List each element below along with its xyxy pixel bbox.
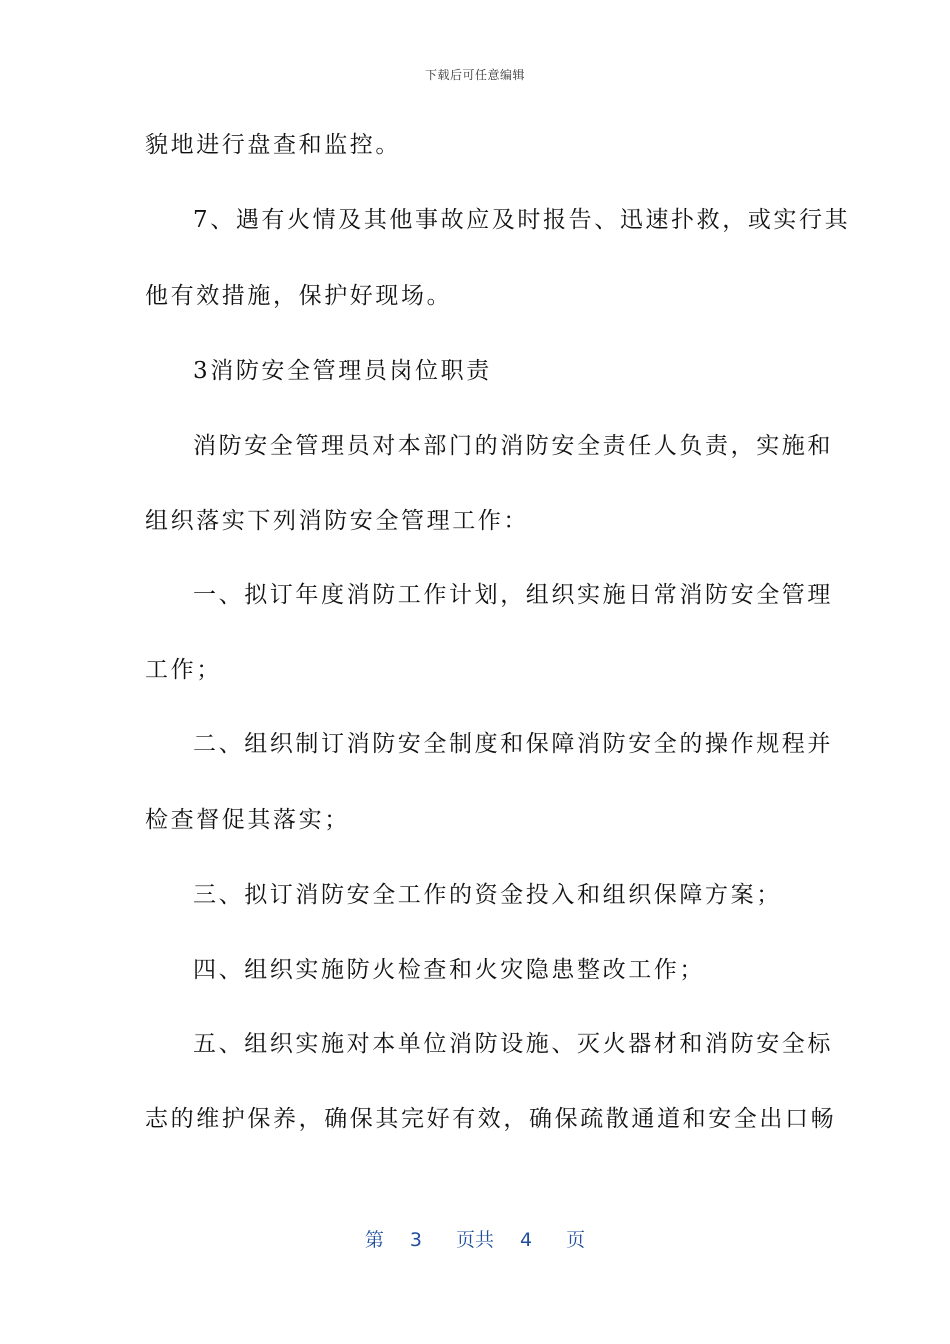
paragraph-line: 貌地进行盘查和监控。: [145, 132, 401, 158]
list-item-line: 志的维护保养，确保其完好有效，确保疏散通道和安全出口畅: [145, 1106, 837, 1132]
footer-total-pages: 4: [520, 1229, 533, 1251]
paragraph-line: 7、遇有火情及其他事故应及时报告、迅速扑救，或实行其: [193, 207, 851, 233]
page-header-note: 下载后可任意编辑: [424, 68, 525, 82]
footer-of-total-word: 页共: [455, 1229, 494, 1251]
list-item-line: 二、组织制订消防安全制度和保障消防安全的操作规程并: [193, 731, 833, 757]
footer-page-suffix: 页: [566, 1229, 586, 1251]
list-item-line: 一、拟订年度消防工作计划，组织实施日常消防安全管理: [193, 582, 833, 608]
footer-page-word: 第: [364, 1229, 384, 1251]
section-heading: 3消防安全管理员岗位职责: [193, 358, 492, 384]
list-item-line: 四、组织实施防火检查和火灾隐患整改工作；: [193, 957, 705, 983]
paragraph-line: 消防安全管理员对本部门的消防安全责任人负责，实施和: [193, 433, 833, 459]
list-item-line: 检查督促其落实；: [145, 807, 350, 833]
list-item-line: 工作；: [145, 657, 222, 683]
paragraph-line: 组织落实下列消防安全管理工作：: [145, 508, 529, 534]
footer-current-page: 3: [409, 1229, 422, 1251]
page-footer: [0, 1225, 950, 1252]
list-item-line: 五、组织实施对本单位消防设施、灭火器材和消防安全标: [193, 1031, 833, 1057]
paragraph-line: 他有效措施，保护好现场。: [145, 283, 453, 309]
list-item-line: 三、拟订消防安全工作的资金投入和组织保障方案；: [193, 882, 782, 908]
